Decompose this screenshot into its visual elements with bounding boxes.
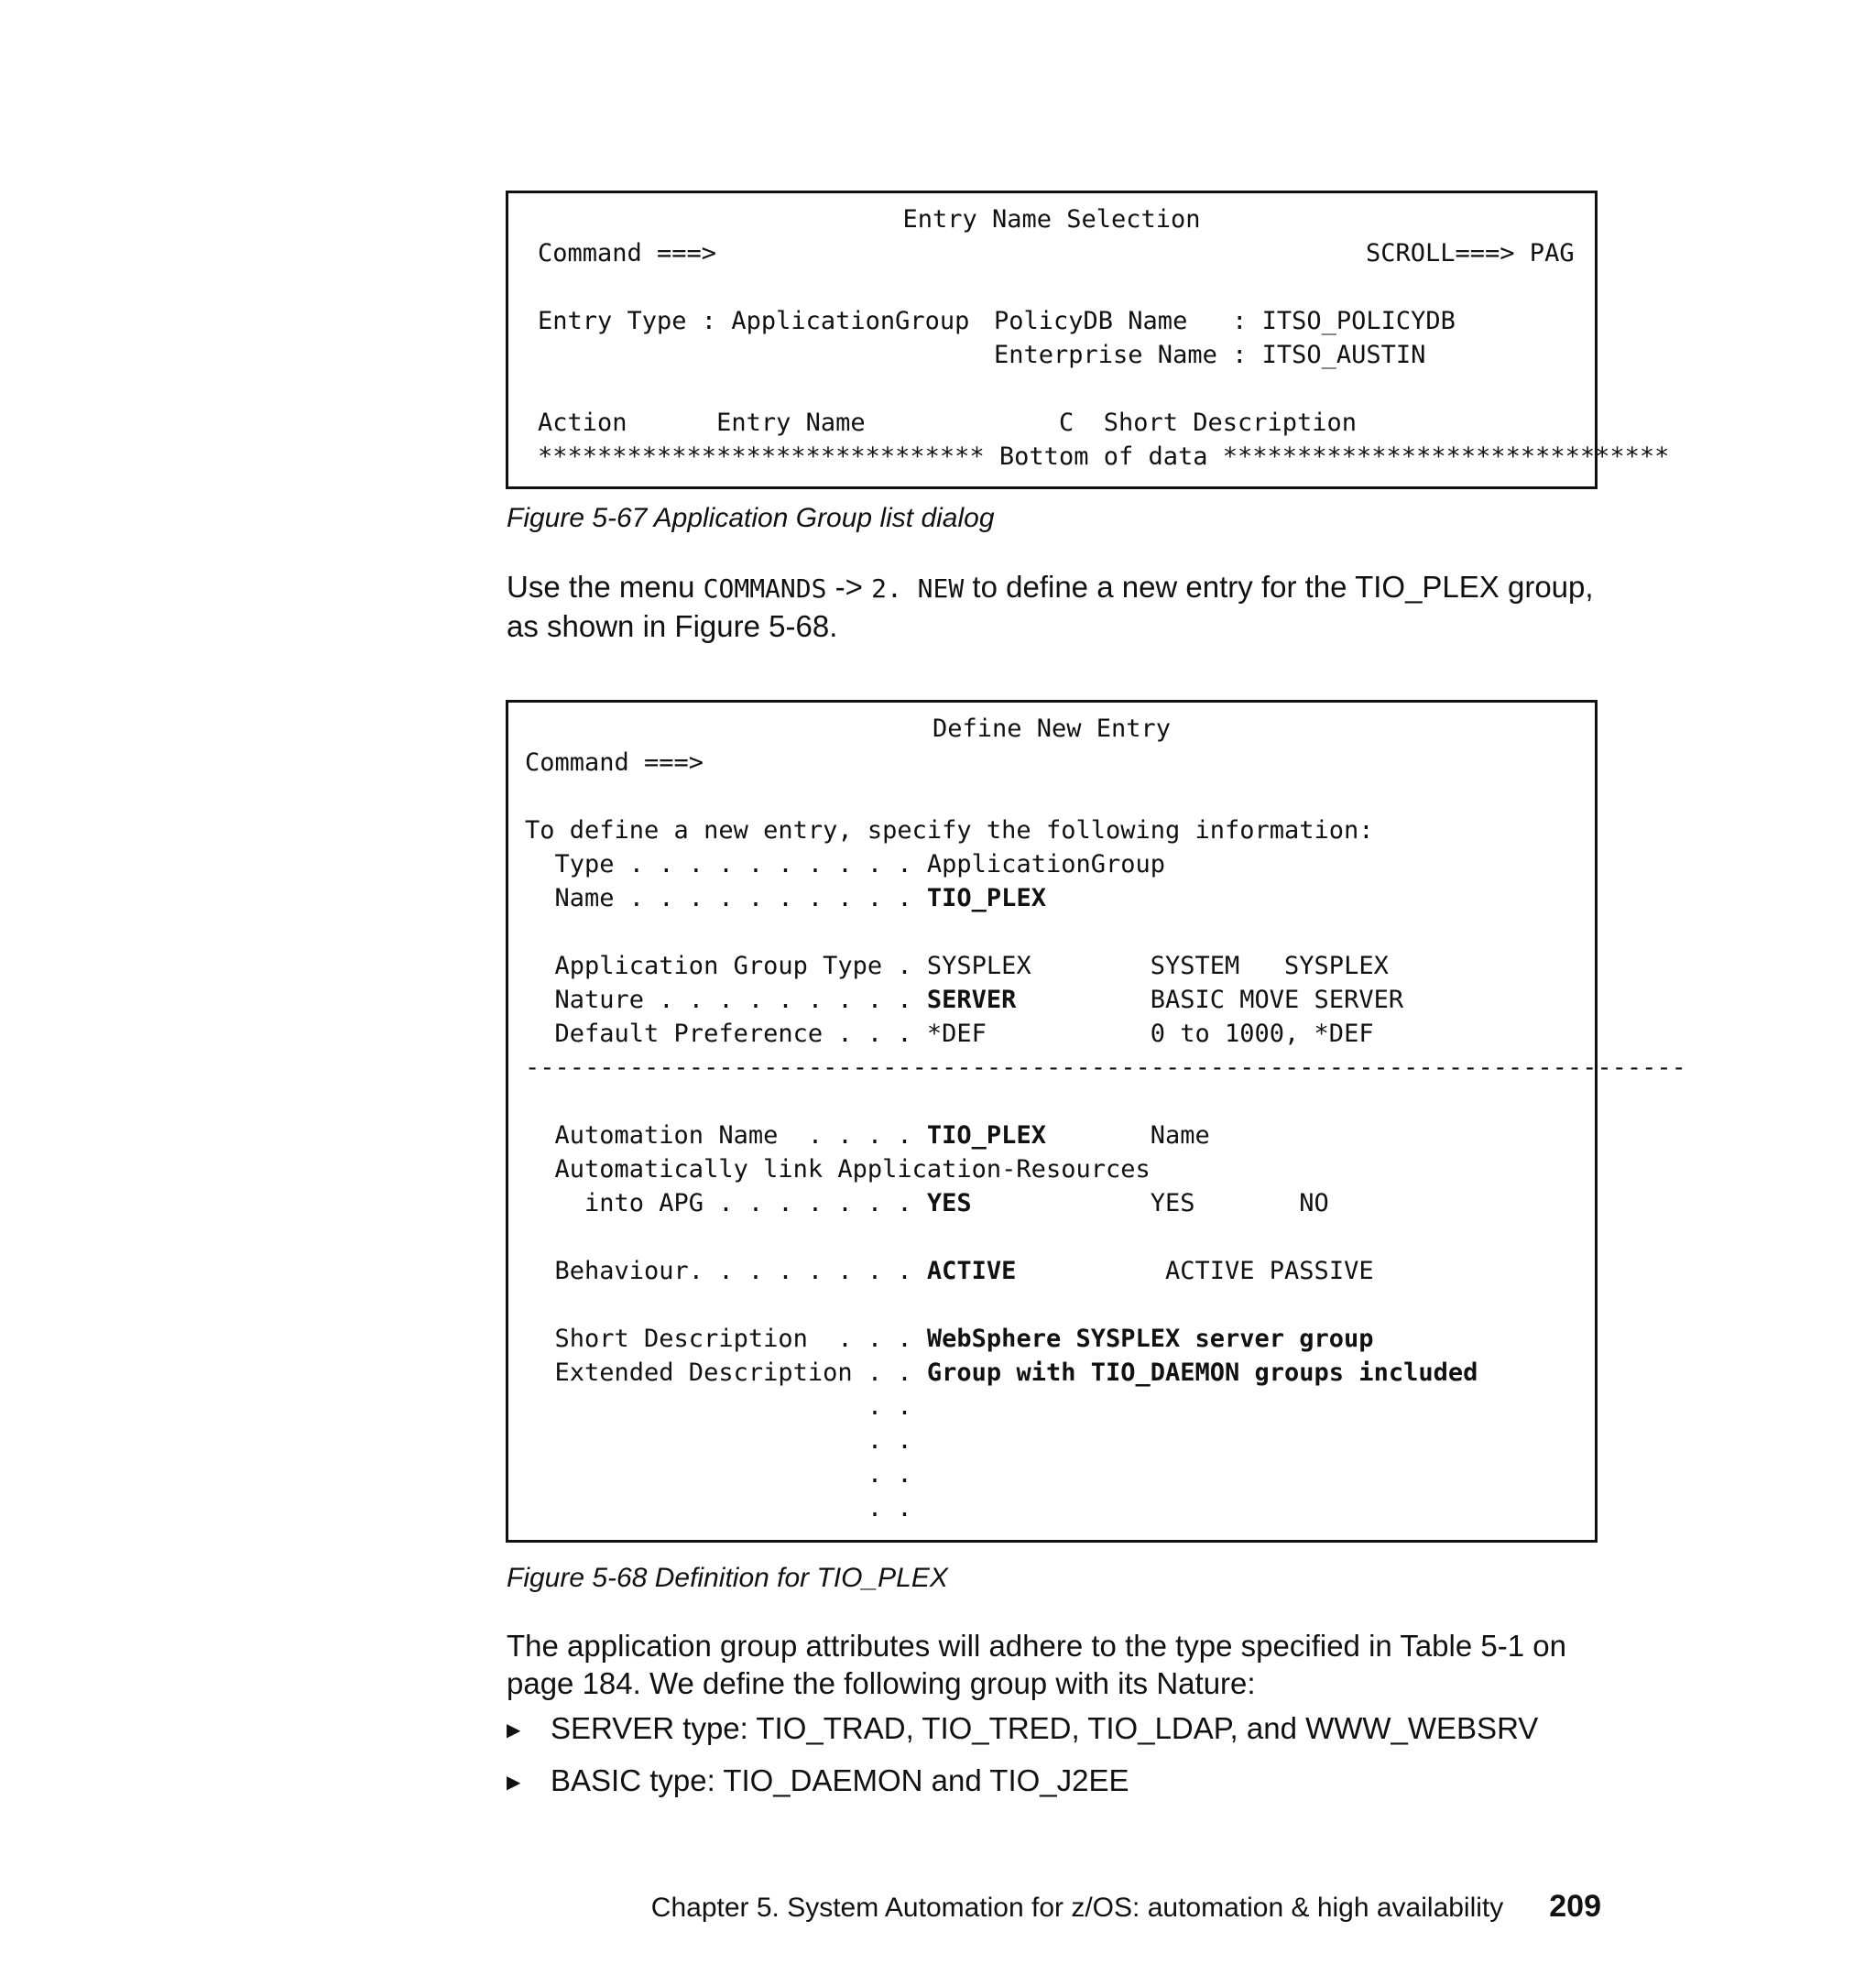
bullet-text: SERVER type: TIO_TRAD, TIO_TRED, TIO_LDAP, and WWW_WEBSRV [551,1711,1539,1745]
apg-type-options: SYSTEM SYSPLEX [1031,952,1389,980]
column-headers: Action Entry Name C Short Description [538,409,1358,437]
extended-description-continuation[interactable]: . . [525,1426,912,1455]
bullet-item [507,1709,1538,1750]
bullet-item [507,1762,1129,1802]
autolink-row [508,1186,1595,1220]
blank-line [508,780,1595,813]
preference-label: Default Preference . . . [525,1020,927,1048]
automation-name-row [508,1118,1595,1152]
name-field[interactable]: TIO_PLEX [926,884,1046,912]
divider: ------------------------------------------------------------------------------ [525,1053,1686,1082]
preference-field[interactable]: *DEF [926,1020,987,1048]
page-footer [651,1889,1601,1925]
entry-name-selection-panel [506,191,1670,489]
blank-line [508,1085,1595,1118]
enterprise-name: Enterprise Name : ITSO_AUSTIN [994,341,1426,369]
apg-type-label: Application Group Type . [525,952,927,980]
para-text: Use the menu [507,570,704,604]
autolink-options: YES NO [971,1189,1329,1217]
behaviour-options: ACTIVE PASSIVE [1016,1257,1374,1285]
apg-type-row [508,949,1595,983]
menu-option-code: 2. NEW [871,573,965,604]
extended-description-continuation[interactable]: . . [525,1460,912,1489]
bullet-triangle-icon: ▶ [507,1773,521,1793]
figure-caption-5-68: Figure 5-68 Definition for TIO_PLEX [507,1563,948,1593]
name-row [508,881,1595,915]
behaviour-label: Behaviour. . . . . . . . [525,1257,927,1285]
nature-options: BASIC MOVE SERVER [1016,986,1404,1014]
short-description-row [508,1322,1595,1356]
bottom-of-data: ****************************** Bottom of data ****************************** [538,442,1670,471]
autolink-label: into APG . . . . . . . [525,1189,927,1217]
extended-description-field[interactable]: Group with TIO_DAEMON groups included [926,1359,1478,1387]
automation-name-label: Automation Name . . . . [525,1121,927,1150]
scroll-indicator: SCROLL===> PAG [1366,239,1575,267]
automation-name-field[interactable]: TIO_PLEX [926,1121,1046,1150]
enterprise-row [508,338,1595,372]
behaviour-field[interactable]: ACTIVE [926,1257,1017,1285]
entry-type-row [508,304,1595,338]
blank-line [508,270,1595,304]
define-new-entry-panel [506,700,1686,1543]
command-prompt[interactable]: Command ===> [525,748,704,777]
intro-line: To define a new entry, specify the following information: [525,816,1374,845]
page-number: 209 [1549,1889,1601,1924]
command-prompt[interactable]: Command ===> [538,239,717,267]
nature-label: Nature . . . . . . . . . [525,986,927,1014]
chapter-title: Chapter 5. System Automation for z/OS: automation & high availability [650,1893,1504,1923]
automation-name-options: Name [1045,1121,1210,1150]
extended-description-label: Extended Description . . [525,1359,927,1387]
preference-row [508,1017,1595,1051]
short-description-label: Short Description . . . [525,1325,927,1353]
policydb-name: PolicyDB Name : ITSO_POLICYDB [994,307,1456,335]
attributes-paragraph: The application group attributes will adhere to the type specified in Table 5-1 on page 184. We define the following group with its Nature: [507,1629,1566,1700]
entry-type: Entry Type : ApplicationGroup [538,307,970,335]
panel-title: Define New Entry [932,715,1172,743]
preference-options: 0 to 1000, *DEF [986,1020,1374,1048]
autolink-field[interactable]: YES [926,1189,972,1217]
type-value: ApplicationGroup [926,850,1165,878]
menu-code: COMMANDS [703,573,827,604]
extended-description-continuation[interactable]: . . [525,1392,912,1421]
intro-paragraph [507,568,1606,645]
short-description-field[interactable]: WebSphere SYSPLEX server group [926,1325,1374,1353]
command-line [508,236,1595,270]
behaviour-row [508,1254,1595,1288]
name-label: Name . . . . . . . . . . [525,884,927,912]
extended-description-continuation[interactable]: . . [525,1494,912,1522]
nature-row [508,983,1595,1017]
type-row [508,847,1595,881]
para-text-end: to define a new entry for the TIO_PLEX group, as shown in Figure 5-68. [507,570,1594,643]
blank-line [508,1288,1595,1322]
blank-line [508,1220,1595,1254]
type-label: Type . . . . . . . . . . [525,850,927,878]
autolink-label-line: Automatically link Application-Resources [525,1155,1151,1184]
panel-title: Entry Name Selection [902,205,1201,234]
bullet-triangle-icon: ▶ [507,1720,521,1740]
blank-line [508,915,1595,949]
extended-description-row [508,1356,1595,1390]
bullet-text: BASIC type: TIO_DAEMON and TIO_J2EE [551,1763,1129,1797]
blank-line [508,372,1595,406]
para-arrow: -> [826,570,872,604]
apg-type-field[interactable]: SYSPLEX [926,952,1031,980]
figure-caption-5-67: Figure 5-67 Application Group list dialog [507,503,995,533]
nature-field[interactable]: SERVER [926,986,1017,1014]
